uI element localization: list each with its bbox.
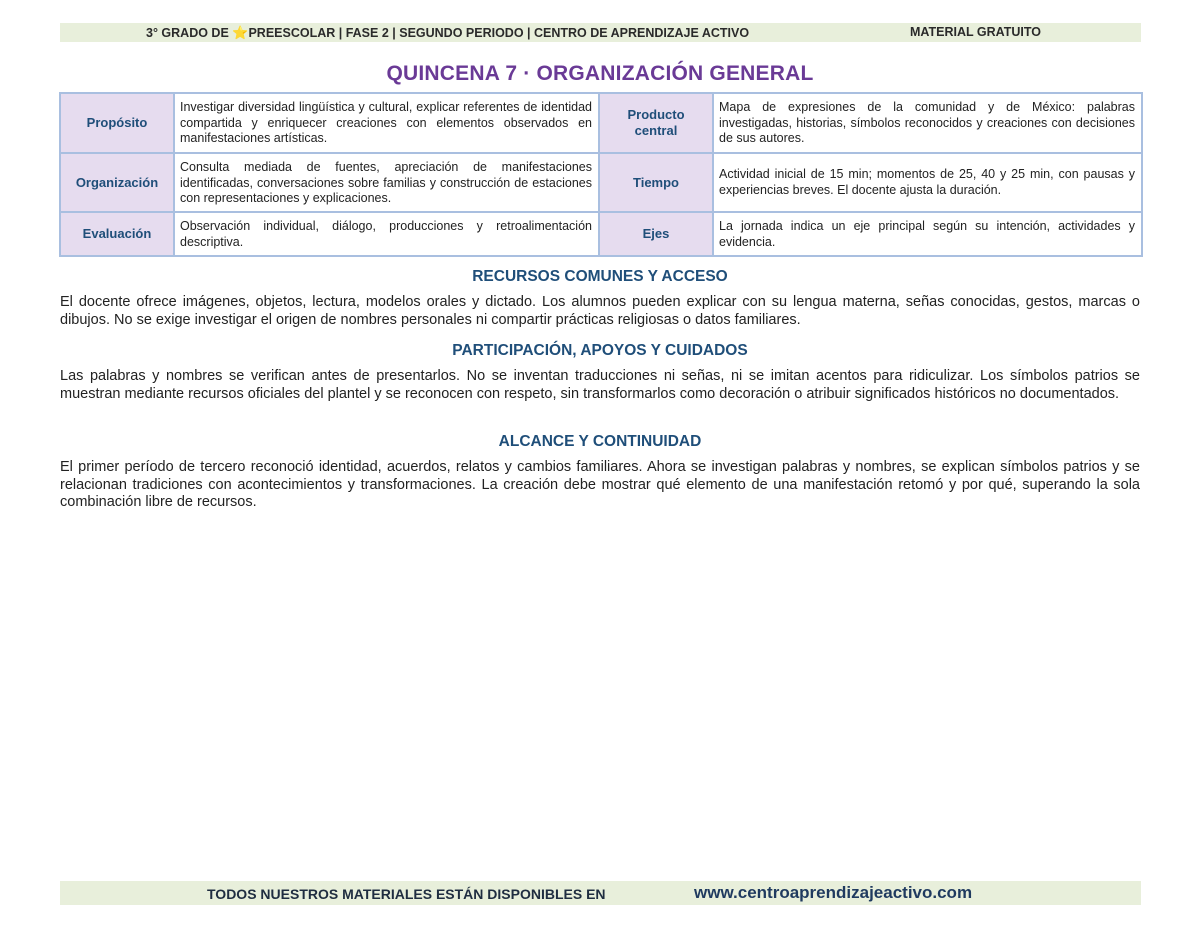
header-program-text: PREESCOLAR | FASE 2 | SEGUNDO PERIODO | CENTRO DE APRENDIZAJE ACTIVO xyxy=(248,26,750,40)
value-text: Consulta mediada de fuentes, apreciación de manifestaciones identificadas, conversaciones sobre familias y construcción de estaciones con representaciones y explicaciones. xyxy=(180,160,592,205)
value-cell-tiempo xyxy=(713,153,1142,212)
label-cell-tiempo: Tiempo xyxy=(599,153,713,212)
value-text: Actividad inicial de 15 min; momentos de 25, 40 y 25 min, con pausas y experiencias breves. El docente ajusta la duración. xyxy=(719,167,1135,197)
section-title-recursos: RECURSOS COMUNES Y ACCESO xyxy=(472,268,728,285)
header-title xyxy=(146,24,749,42)
footer-label: TODOS NUESTROS MATERIALES ESTÁN DISPONIBLES EN xyxy=(207,886,606,902)
value-text: La jornada indica un eje principal según su intención, actividades y evidencia. xyxy=(719,219,1135,249)
section-text-recursos: El docente ofrece imágenes, objetos, lectura, modelos orales y dictado. Los alumnos pueden explicar con su lengua materna, señas conocidas, gestos, marcas o dibujos. No se exige investigar el origen de nombres personales ni compartir prácticas religiosas o datos familiares. xyxy=(60,294,1140,328)
table-row xyxy=(60,212,1142,256)
value-cell-producto xyxy=(713,93,1142,153)
section-text-participacion: Las palabras y nombres se verifican antes de presentarlos. No se inventan traducciones ni señas, ni se imitan acentos para ridiculizar. Los símbolos patrios se muestran mediante recursos oficiales del plantel y se reconocen con respeto, sin transformarlos como decoración o atribuir significados históricos no documentados. xyxy=(60,368,1140,402)
section-title-alcance: ALCANCE Y CONTINUIDAD xyxy=(498,433,702,450)
value-cell-ejes xyxy=(713,212,1142,256)
value-text: Mapa de expresiones de la comunidad y de México: palabras investigadas, historias, símbolos reconocidos y creaciones con decisiones de sus autores. xyxy=(719,100,1135,145)
header-free-material: MATERIAL GRATUITO xyxy=(910,25,1042,39)
value-text: Investigar diversidad lingüística y cultural, explicar referentes de identidad compartida y enriquecer creaciones con elementos observados en manifestaciones artísticas. xyxy=(180,100,592,145)
star-icon: ⭐ xyxy=(232,25,249,40)
label-cell-proposito: Propósito xyxy=(60,93,174,153)
label-cell-organizacion: Organización xyxy=(60,153,174,212)
label-text: Producto central xyxy=(627,107,685,138)
label-cell-evaluacion: Evaluación xyxy=(60,212,174,256)
table-row xyxy=(60,153,1142,212)
value-text: Observación individual, diálogo, producciones y retroalimentación descriptiva. xyxy=(180,219,592,249)
label-cell-producto xyxy=(599,93,713,153)
table-row xyxy=(60,93,1142,153)
value-cell-evaluacion xyxy=(174,212,599,256)
page-title: QUINCENA 7 · ORGANIZACIÓN GENERAL xyxy=(386,62,814,85)
value-cell-proposito xyxy=(174,93,599,153)
header-grade-text: 3° GRADO DE xyxy=(146,26,233,40)
label-cell-ejes: Ejes xyxy=(599,212,713,256)
organization-table xyxy=(59,92,1143,257)
section-text-alcance: El primer período de tercero reconoció identidad, acuerdos, relatos y cambios familiares. Ahora se investigan palabras y nombres, se explican símbolos patrios y se relacionan tradiciones con acontecimientos y transformaciones. La creación debe mostrar qué elemento de una manifestación retomó y por qué, superando la sola combinación libre de recursos. xyxy=(60,459,1140,510)
website-link[interactable]: www.centroaprendizajeactivo.com xyxy=(694,883,973,902)
section-title-participacion: PARTICIPACIÓN, APOYOS Y CUIDADOS xyxy=(452,342,748,359)
value-cell-organizacion xyxy=(174,153,599,212)
